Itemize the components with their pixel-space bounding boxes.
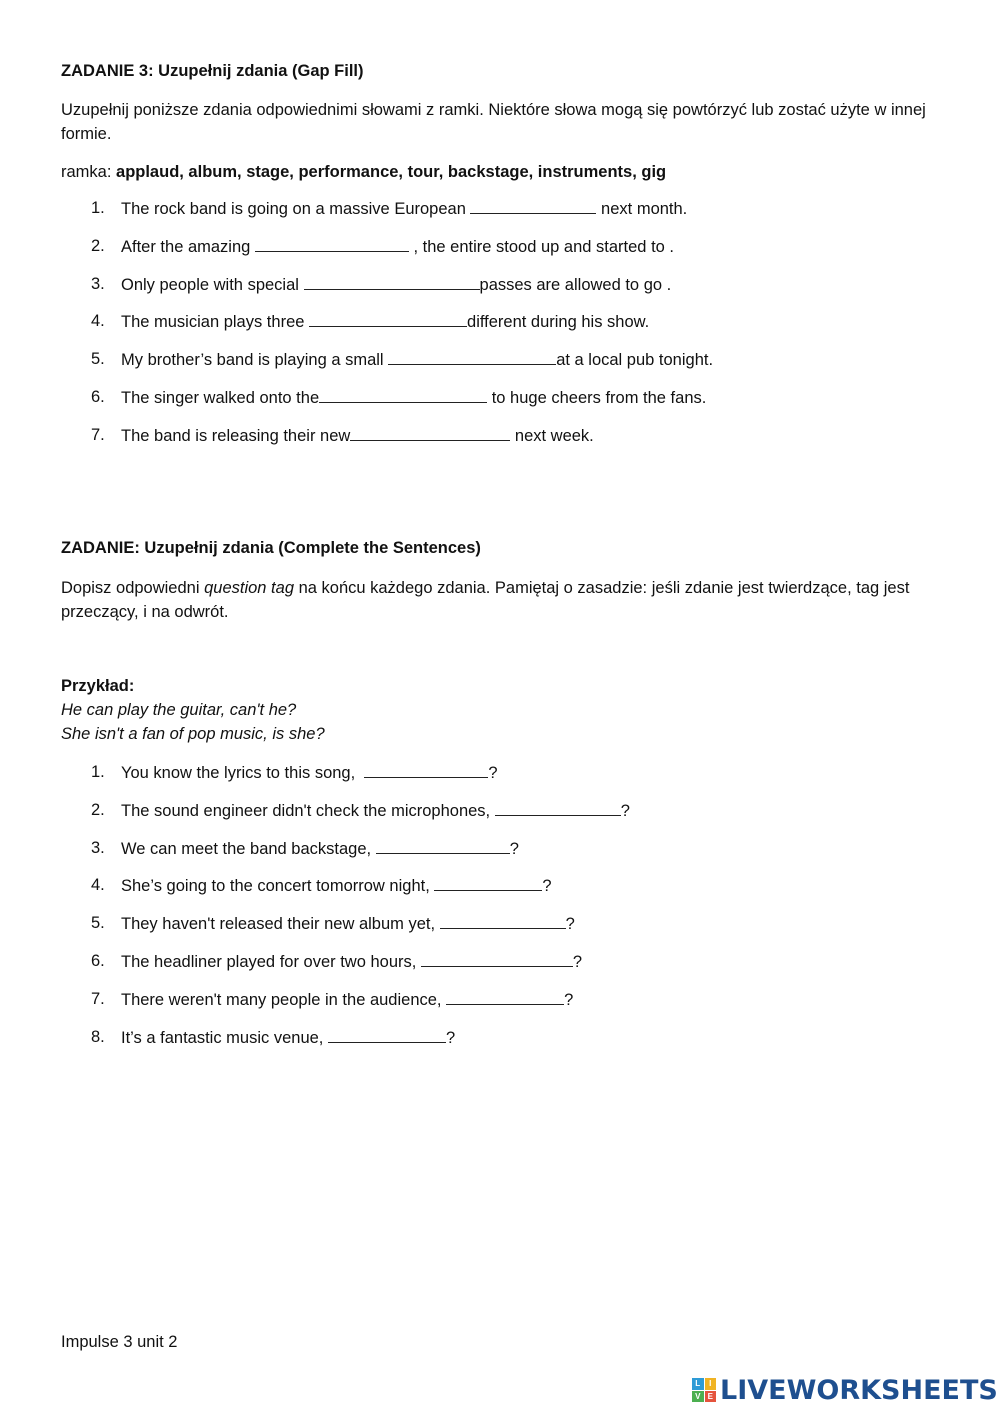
item-number: 3. (91, 838, 105, 857)
logo-letter: V (692, 1391, 704, 1403)
sentence-start: The musician plays three (121, 313, 310, 332)
liveworksheets-logo-icon (692, 1378, 716, 1402)
word-box-label: ramka: (61, 163, 117, 181)
sentence-start: Only people with special (121, 275, 304, 294)
sentence-start: We can meet the band backstage, (121, 839, 376, 858)
sentence-end: ? (620, 801, 630, 820)
word-box (61, 160, 946, 184)
sentence-start: The singer walked onto the (121, 388, 320, 407)
answer-blank[interactable] (440, 914, 566, 929)
sentence-start: It’s a fantastic music venue, (121, 1028, 328, 1047)
item-number: 1. (91, 763, 105, 781)
item-number: 6. (91, 951, 105, 970)
item-number: 4. (91, 876, 105, 895)
sentence-end: at a local pub tonight. (556, 351, 714, 370)
answer-blank[interactable] (304, 275, 480, 290)
liveworksheets-brand (692, 1374, 998, 1406)
sentence-end: , the entire stood up and started to . (408, 237, 674, 256)
item-number: 1. (91, 199, 105, 217)
item-number: 4. (91, 312, 105, 331)
logo-letter: E (705, 1391, 717, 1403)
sentence-start: After the amazing (121, 237, 255, 256)
answer-blank[interactable] (255, 237, 409, 252)
answer-blank[interactable] (446, 990, 564, 1005)
answer-blank[interactable] (350, 426, 510, 441)
page-footer: Impulse 3 unit 2 (61, 1333, 178, 1351)
answer-blank[interactable] (434, 876, 542, 891)
answer-blank[interactable] (421, 952, 573, 967)
logo-letter: I (705, 1378, 717, 1390)
sentence-start: They haven't released their new album yet, (121, 915, 440, 934)
sentence-start: My brother’s band is playing a small (121, 351, 389, 370)
answer-blank[interactable] (328, 1028, 446, 1043)
item-number: 5. (91, 350, 105, 369)
sentence-end: ? (445, 1028, 456, 1047)
sentence-end: next month. (596, 200, 688, 218)
item-number: 7. (91, 989, 105, 1008)
item-number: 2. (91, 236, 105, 255)
sentence-start: There weren't many people in the audience, (121, 990, 447, 1009)
example-label: Przykład: (61, 677, 135, 695)
sentence-end: next week. (510, 426, 594, 445)
item-number: 5. (91, 914, 105, 933)
brand-name: LIVEWORKSHEETS (720, 1374, 998, 1406)
task-tags-title: ZADANIE: Uzupełnij zdania (Complete the Sentences) (61, 539, 481, 557)
sentence-start: The band is releasing their new (121, 426, 351, 445)
task-tags-instructions: Dopisz odpowiedni question tag na końcu każdego zdania. Pamiętaj o zasadzie: jeśli zdanie jest twierdzące, tag jest przeczący, i na odwrót. (61, 579, 910, 621)
word-box-words: applaud, album, stage, performance, tour, backstage, instruments, gig (116, 163, 667, 181)
sentence-end: ? (572, 952, 583, 971)
sentence-start: The headliner played for over two hours, (121, 952, 421, 971)
sentence-end: ? (488, 764, 498, 782)
item-number: 7. (91, 425, 105, 444)
sentence-end: ? (565, 915, 575, 934)
example-sentence-1: He can play the guitar, can't he? (61, 701, 297, 719)
item-number: 8. (91, 1027, 105, 1046)
sentence-start: You know the lyrics to this song, (121, 764, 365, 782)
answer-blank[interactable] (495, 801, 621, 816)
item-number: 2. (91, 800, 105, 819)
answer-blank[interactable] (364, 763, 488, 778)
task3-title: ZADANIE 3: Uzupełnij zdania (Gap Fill) (61, 62, 364, 80)
task3-instructions: Uzupełnij poniższe zdania odpowiednimi słowami z ramki. Niektóre słowa mogą się powtórzyć lub zostać użyte w innej formie. (61, 101, 926, 143)
sentence-end: ? (509, 839, 519, 858)
sentence-start: She’s going to the concert tomorrow night, (121, 877, 435, 896)
item-number: 3. (91, 274, 105, 293)
sentence-end: different during his show. (467, 313, 650, 332)
answer-blank[interactable] (376, 839, 510, 854)
question-tag-term: question tag (204, 579, 294, 597)
sentence-end: ? (542, 877, 552, 896)
answer-blank[interactable] (309, 312, 467, 327)
sentence-start: The sound engineer didn't check the microphones, (121, 801, 495, 820)
sentence-end: passes are allowed to go . (479, 275, 672, 294)
answer-blank[interactable] (319, 388, 487, 403)
answer-blank[interactable] (388, 350, 556, 365)
example-sentence-2: She isn't a fan of pop music, is she? (61, 725, 325, 743)
sentence-start: The rock band is going on a massive European (121, 200, 471, 218)
logo-letter: L (692, 1378, 704, 1390)
sentence-end: to huge cheers from the fans. (487, 388, 707, 407)
answer-blank[interactable] (470, 199, 596, 214)
sentence-end: ? (564, 990, 574, 1009)
item-number: 6. (91, 387, 105, 406)
